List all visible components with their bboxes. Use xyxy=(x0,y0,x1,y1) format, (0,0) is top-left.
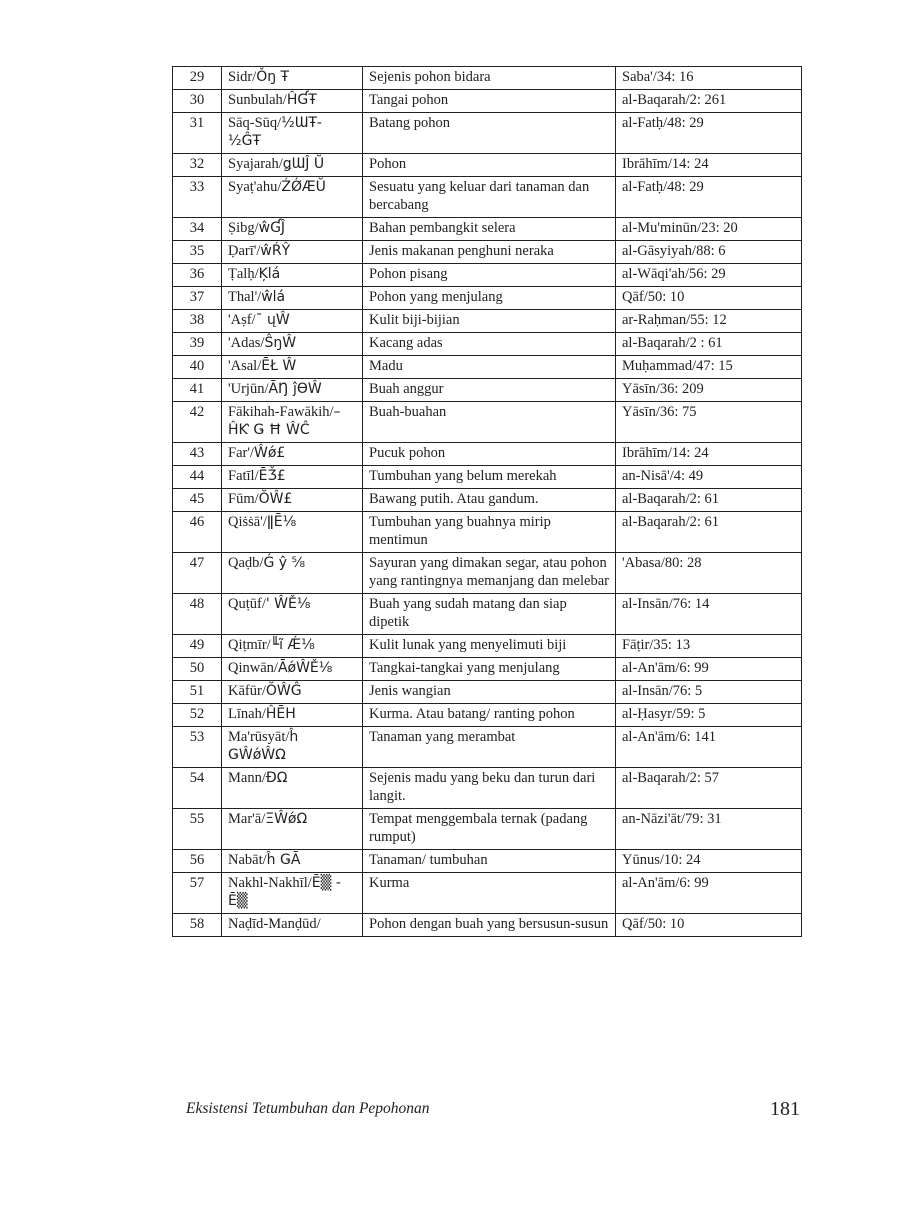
table-row xyxy=(173,658,802,681)
entry-term xyxy=(222,594,363,635)
entry-reference: al-Mu'minūn/23: 20 xyxy=(616,218,802,241)
entry-reference: Fāṭir/35: 13 xyxy=(616,635,802,658)
entry-reference: Qāf/50: 10 xyxy=(616,914,802,937)
entry-term xyxy=(222,489,363,512)
entry-number: 52 xyxy=(173,704,222,727)
entry-meaning: Pohon xyxy=(363,154,616,177)
term-latin: Sunbulah/ xyxy=(228,92,287,108)
entry-reference: al-Gāsyiyah/88: 6 xyxy=(616,241,802,264)
term-arabic: ŎŴĜ xyxy=(265,683,302,699)
entry-meaning: Tumbuhan yang buahnya mirip mentimun xyxy=(363,512,616,553)
entry-term xyxy=(222,873,363,914)
term-arabic: ŵŔŶ xyxy=(260,243,291,259)
term-arabic: Ǒŋ Ŧ xyxy=(256,69,290,85)
term-arabic: ĀŊ ĵƟŴ xyxy=(268,381,322,397)
entry-term xyxy=(222,635,363,658)
entry-number: 50 xyxy=(173,658,222,681)
entry-number: 45 xyxy=(173,489,222,512)
entry-meaning: Pohon pisang xyxy=(363,264,616,287)
term-latin: Fūm/ xyxy=(228,491,259,507)
table-row xyxy=(173,218,802,241)
term-arabic: ǁĒ⅛ xyxy=(266,514,297,530)
entry-meaning: Kulit lunak yang menyelimuti biji xyxy=(363,635,616,658)
term-latin: Fatīl/ xyxy=(228,468,259,484)
entry-number: 30 xyxy=(173,90,222,113)
entry-number: 29 xyxy=(173,67,222,90)
term-arabic: Ŵǿ£ xyxy=(253,445,286,461)
table-row xyxy=(173,768,802,809)
term-latin: Qinwān/ xyxy=(228,660,278,676)
term-latin: Ṣibg/ xyxy=(228,220,259,236)
entry-meaning: Jenis makanan penghuni neraka xyxy=(363,241,616,264)
entry-reference: 'Abasa/80: 28 xyxy=(616,553,802,594)
entry-meaning: Bahan pembangkit selera xyxy=(363,218,616,241)
entry-term xyxy=(222,681,363,704)
term-latin: Qiṭmīr/ xyxy=(228,637,271,653)
entry-number: 49 xyxy=(173,635,222,658)
entry-number: 36 xyxy=(173,264,222,287)
entry-number: 37 xyxy=(173,287,222,310)
entry-reference: al-Insān/76: 14 xyxy=(616,594,802,635)
entry-number: 51 xyxy=(173,681,222,704)
entry-reference: al-Fatḥ/48: 29 xyxy=(616,113,802,154)
entry-reference: al-Baqarah/2: 61 xyxy=(616,489,802,512)
term-latin: 'Aṣf/ xyxy=(228,312,256,328)
entry-number: 34 xyxy=(173,218,222,241)
entry-reference: al-Baqarah/2: 57 xyxy=(616,768,802,809)
entry-meaning: Madu xyxy=(363,356,616,379)
entry-meaning: Sejenis pohon bidara xyxy=(363,67,616,90)
entry-term xyxy=(222,768,363,809)
entry-reference: al-Baqarah/2: 61 xyxy=(616,512,802,553)
entry-term xyxy=(222,443,363,466)
table-row xyxy=(173,635,802,658)
table-row xyxy=(173,356,802,379)
term-latin: 'Urjūn/ xyxy=(228,381,269,397)
term-arabic: Ǵ ŷ ⅝ xyxy=(263,555,306,571)
term-arabic: ½ƜŦ- ½ĜŦ xyxy=(228,115,322,149)
term-arabic: ŵlá xyxy=(261,289,286,305)
entry-meaning: Buah yang sudah matang dan siap dipetik xyxy=(363,594,616,635)
entry-meaning: Pohon yang menjulang xyxy=(363,287,616,310)
term-latin: Nabāt/ xyxy=(228,852,267,868)
entry-meaning: Sayuran yang dimakan segar, atau pohon yang rantingnya memanjang dan melebar xyxy=(363,553,616,594)
term-arabic: ŵƓĴ xyxy=(258,220,286,236)
entry-meaning: Tempat menggembala ternak (padang rumput) xyxy=(363,809,616,850)
entry-meaning: Tangai pohon xyxy=(363,90,616,113)
term-latin: Sāq-Sūq/ xyxy=(228,115,282,131)
term-latin: Fākihah-Fawākih/ xyxy=(228,404,334,420)
entry-term xyxy=(222,914,363,937)
table-row xyxy=(173,489,802,512)
term-arabic: ǥƜĴ Ŭ xyxy=(282,156,325,172)
term-arabic: ╙ĩ Ǽ⅛ xyxy=(270,637,315,653)
entry-term xyxy=(222,356,363,379)
entry-number: 58 xyxy=(173,914,222,937)
term-latin: Mann/ xyxy=(228,770,266,786)
entry-meaning: Tanaman yang merambat xyxy=(363,727,616,768)
footer-title: Eksistensi Tetumbuhan dan Pepohonan xyxy=(186,1100,430,1117)
table-row xyxy=(173,914,802,937)
entry-meaning: Kacang adas xyxy=(363,333,616,356)
entry-term xyxy=(222,154,363,177)
entry-number: 32 xyxy=(173,154,222,177)
entry-number: 41 xyxy=(173,379,222,402)
entry-reference: al-Fatḥ/48: 29 xyxy=(616,177,802,218)
term-latin: Qiṡṡā'/ xyxy=(228,514,267,530)
entry-meaning: Tangkai-tangkai yang menjulang xyxy=(363,658,616,681)
entry-term xyxy=(222,379,363,402)
entry-meaning: Kurma xyxy=(363,873,616,914)
term-latin: Kāfūr/ xyxy=(228,683,266,699)
entry-term xyxy=(222,241,363,264)
entry-reference: Ibrāhīm/14: 24 xyxy=(616,154,802,177)
table-row xyxy=(173,287,802,310)
entry-reference: al-An'ām/6: 141 xyxy=(616,727,802,768)
entry-number: 33 xyxy=(173,177,222,218)
table-body xyxy=(173,67,802,937)
table-row xyxy=(173,553,802,594)
entry-number: 43 xyxy=(173,443,222,466)
term-latin: Līnah/ xyxy=(228,706,266,722)
table-row xyxy=(173,727,802,768)
entry-meaning: Sesuatu yang keluar dari tanaman dan bercabang xyxy=(363,177,616,218)
entry-term xyxy=(222,218,363,241)
term-arabic: ĒŁ Ŵ xyxy=(261,358,297,374)
term-latin: Quṭūf/ xyxy=(228,596,266,612)
term-arabic: ĀǿŴĚ⅛ xyxy=(277,660,333,676)
entry-reference: Muḥammad/47: 15 xyxy=(616,356,802,379)
table-row xyxy=(173,594,802,635)
entry-number: 57 xyxy=(173,873,222,914)
entry-reference: Qāf/50: 10 xyxy=(616,287,802,310)
entry-meaning: Pohon dengan buah yang bersusun-susun xyxy=(363,914,616,937)
entry-meaning: Kulit biji-bijian xyxy=(363,310,616,333)
plant-glossary-table xyxy=(172,66,802,937)
table-row xyxy=(173,177,802,218)
table-row xyxy=(173,241,802,264)
entry-reference: Saba'/34: 16 xyxy=(616,67,802,90)
entry-meaning: Bawang putih. Atau gandum. xyxy=(363,489,616,512)
entry-term xyxy=(222,658,363,681)
entry-term xyxy=(222,809,363,850)
term-arabic: ¯ ųŴ xyxy=(255,312,290,328)
entry-meaning: Tanaman/ tumbuhan xyxy=(363,850,616,873)
term-arabic: ĤĒH xyxy=(265,706,296,722)
term-latin: Syaṭ'ahu/ xyxy=(228,179,282,195)
table-row xyxy=(173,67,802,90)
entry-term xyxy=(222,113,363,154)
table-row xyxy=(173,850,802,873)
term-arabic: ĒǮ£ xyxy=(258,468,286,484)
term-latin: Far'/ xyxy=(228,445,254,461)
entry-term xyxy=(222,333,363,356)
entry-term xyxy=(222,287,363,310)
term-latin: Ma'rūsyāt/ xyxy=(228,729,290,745)
entry-term xyxy=(222,850,363,873)
entry-number: 48 xyxy=(173,594,222,635)
entry-meaning: Kurma. Atau batang/ ranting pohon xyxy=(363,704,616,727)
table-row xyxy=(173,873,802,914)
term-latin: Ṭalḥ/ xyxy=(228,266,259,282)
table-row xyxy=(173,333,802,356)
entry-reference: al-Baqarah/2 : 61 xyxy=(616,333,802,356)
term-arabic: ĥ ǤŴǿŴΩ xyxy=(228,729,299,763)
term-latin: Nakhl-Nakhīl/ xyxy=(228,875,312,891)
entry-number: 44 xyxy=(173,466,222,489)
table-row xyxy=(173,443,802,466)
term-arabic: Ē▒ - Ē▒ xyxy=(228,875,341,909)
entry-number: 54 xyxy=(173,768,222,809)
entry-number: 47 xyxy=(173,553,222,594)
page-number: 181 xyxy=(770,1098,800,1120)
table-row xyxy=(173,90,802,113)
entry-number: 31 xyxy=(173,113,222,154)
term-arabic: ĐΩ xyxy=(265,770,288,786)
table-row xyxy=(173,681,802,704)
term-latin: 'Adas/ xyxy=(228,335,265,351)
entry-term xyxy=(222,177,363,218)
entry-term xyxy=(222,512,363,553)
term-arabic: – ĤƘ Ǥ Ħ ŴĈ xyxy=(228,404,341,438)
term-latin: 'Asal/ xyxy=(228,358,262,374)
entry-reference: Yāsīn/36: 75 xyxy=(616,402,802,443)
entry-reference: al-Wāqi'ah/56: 29 xyxy=(616,264,802,287)
entry-number: 39 xyxy=(173,333,222,356)
entry-number: 42 xyxy=(173,402,222,443)
entry-number: 56 xyxy=(173,850,222,873)
table-row xyxy=(173,379,802,402)
entry-meaning: Sejenis madu yang beku dan turun dari langit. xyxy=(363,768,616,809)
term-arabic: ĤƓŦ xyxy=(286,92,317,108)
table-row xyxy=(173,402,802,443)
table-row xyxy=(173,809,802,850)
entry-reference: al-An'ām/6: 99 xyxy=(616,873,802,914)
term-latin: Qaḍb/ xyxy=(228,555,264,571)
term-arabic: Ķlá xyxy=(258,266,281,282)
table-row xyxy=(173,154,802,177)
table-row xyxy=(173,113,802,154)
term-latin: Sidr/ xyxy=(228,69,257,85)
entry-reference: an-Nāzi'āt/79: 31 xyxy=(616,809,802,850)
entry-number: 38 xyxy=(173,310,222,333)
table-row xyxy=(173,310,802,333)
entry-reference: Yūnus/10: 24 xyxy=(616,850,802,873)
entry-meaning: Tumbuhan yang belum merekah xyxy=(363,466,616,489)
term-arabic: ŹǾÆŬ xyxy=(281,179,326,195)
entry-term xyxy=(222,90,363,113)
entry-number: 53 xyxy=(173,727,222,768)
entry-number: 55 xyxy=(173,809,222,850)
term-latin: Mar'ā/ xyxy=(228,811,266,827)
term-arabic: ŜŋŴ xyxy=(264,335,297,351)
table-row xyxy=(173,704,802,727)
term-arabic: ΞŴǿΩ xyxy=(265,811,308,827)
term-arabic: ĥ ǤĀ xyxy=(266,852,301,868)
entry-reference: Ibrāhīm/14: 24 xyxy=(616,443,802,466)
term-latin: Thal'/ xyxy=(228,289,262,305)
entry-term xyxy=(222,67,363,90)
table-row xyxy=(173,466,802,489)
term-arabic: ' ŴĚ⅛ xyxy=(265,596,311,612)
entry-term xyxy=(222,727,363,768)
entry-reference: ar-Raḥman/55: 12 xyxy=(616,310,802,333)
term-arabic: ŎŴ£ xyxy=(258,491,293,507)
entry-reference: Yāsīn/36: 209 xyxy=(616,379,802,402)
term-latin: Ḍarī'/ xyxy=(228,243,261,259)
entry-reference: al-An'ām/6: 99 xyxy=(616,658,802,681)
term-latin: Syajarah/ xyxy=(228,156,283,172)
entry-term xyxy=(222,402,363,443)
entry-meaning: Buah anggur xyxy=(363,379,616,402)
entry-reference: al-Ḥasyr/59: 5 xyxy=(616,704,802,727)
table-row xyxy=(173,512,802,553)
entry-reference: al-Insān/76: 5 xyxy=(616,681,802,704)
entry-term xyxy=(222,264,363,287)
entry-number: 35 xyxy=(173,241,222,264)
entry-term xyxy=(222,553,363,594)
entry-term xyxy=(222,310,363,333)
entry-meaning: Jenis wangian xyxy=(363,681,616,704)
table-row xyxy=(173,264,802,287)
entry-meaning: Pucuk pohon xyxy=(363,443,616,466)
entry-meaning: Buah-buahan xyxy=(363,402,616,443)
term-latin: Naḍīd-Manḍūd/ xyxy=(228,916,321,932)
entry-term xyxy=(222,704,363,727)
entry-number: 46 xyxy=(173,512,222,553)
entry-reference: an-Nisā'/4: 49 xyxy=(616,466,802,489)
entry-term xyxy=(222,466,363,489)
entry-reference: al-Baqarah/2: 261 xyxy=(616,90,802,113)
entry-number: 40 xyxy=(173,356,222,379)
entry-meaning: Batang pohon xyxy=(363,113,616,154)
